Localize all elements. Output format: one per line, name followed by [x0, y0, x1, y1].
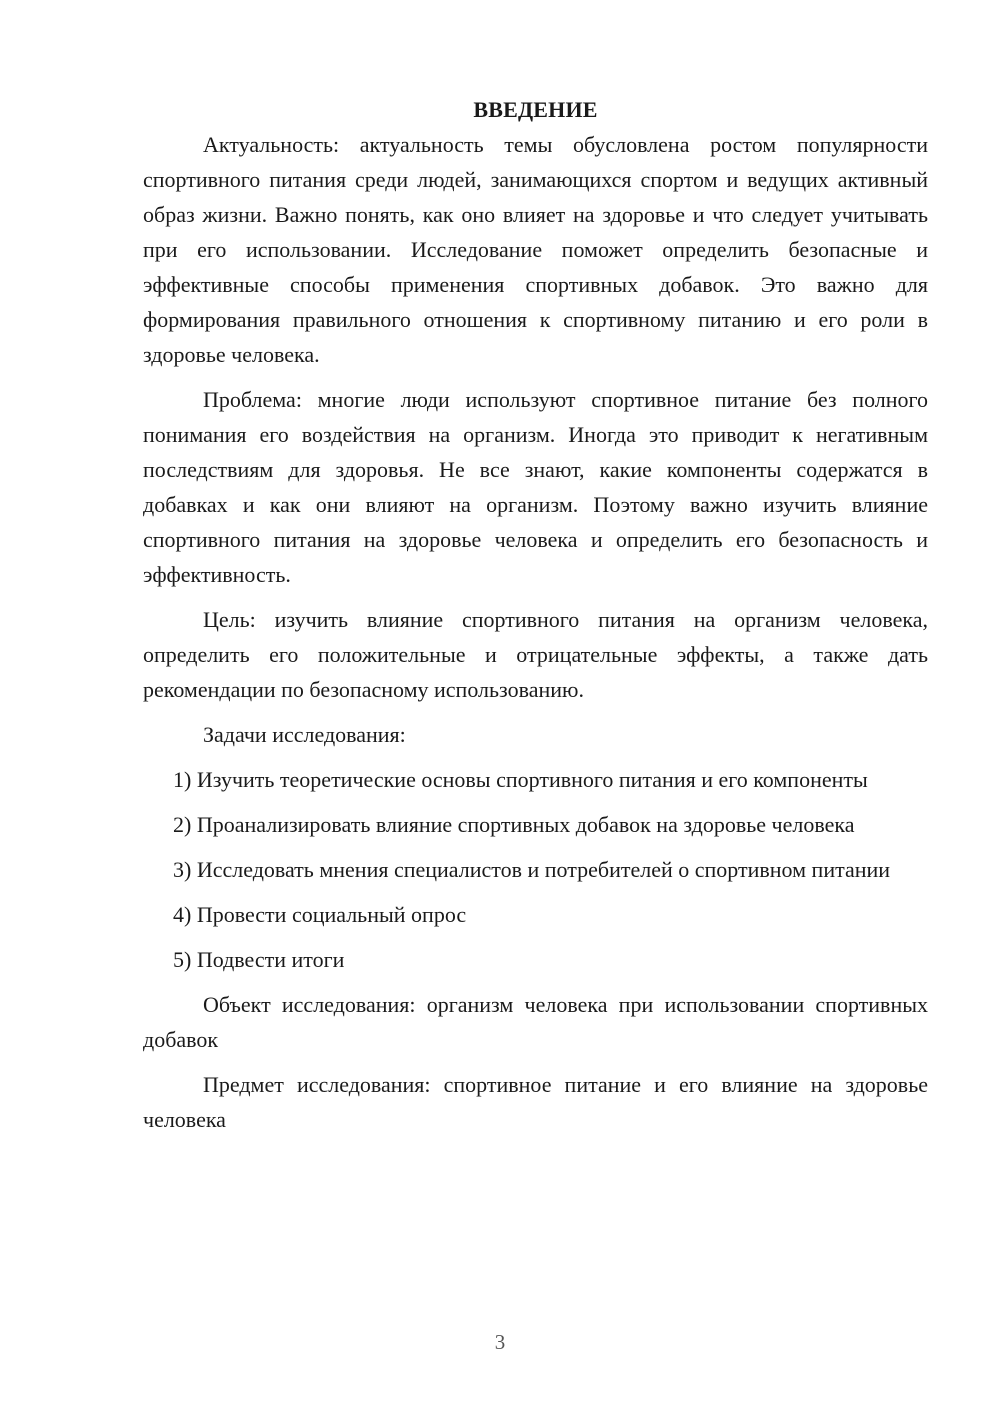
document-heading: ВВЕДЕНИЕ — [473, 97, 598, 122]
tasks-heading: Задачи исследования: — [203, 722, 406, 747]
task-item-5: 5) Подвести итоги — [173, 947, 345, 972]
task-item-2: 2) Проанализировать влияние спортивных добавок на здоровье человека — [173, 812, 855, 837]
object-paragraph: Объект исследования: организм человека при использовании спортивных добавок — [143, 992, 928, 1052]
goal-paragraph: Цель: изучить влияние спортивного питания на организм человека, определить его положительные и отрицательные эффекты, а также дать рекомендации по безопасному использованию. — [143, 607, 928, 702]
problem-paragraph: Проблема: многие люди используют спортивное питание без полного понимания его воздействия на организм. Иногда это приводит к негативным последствиям для здоровья. Не все знают, какие компоненты содержатся в добавках и как они влияют на организм. Поэтому важно изучить влияние спортивного питания на здоровье человека и определить его безопасность и эффективность. — [143, 387, 928, 587]
task-item-1: 1) Изучить теоретические основы спортивного питания и его компоненты — [173, 767, 868, 792]
subject-paragraph: Предмет исследования: спортивное питание и его влияние на здоровье человека — [143, 1072, 928, 1132]
document-page — [143, 92, 928, 1147]
page-number: 3 — [494, 1330, 506, 1354]
task-item-3: 3) Исследовать мнения специалистов и потребителей о спортивном питании — [173, 857, 891, 882]
task-item-4: 4) Провести социальный опрос — [173, 902, 467, 927]
relevance-paragraph: Актуальность: актуальность темы обусловлена ростом популярности спортивного питания среди людей, занимающихся спортом и ведущих активный образ жизни. Важно понять, как оно влияет на здоровье и что следует учитывать при его использовании. Исследование поможет определить безопасные и эффективные способы применения спортивных добавок. Это важно для формирования правильного отношения к спортивному питанию и его роли в здоровье человека. — [143, 132, 928, 367]
